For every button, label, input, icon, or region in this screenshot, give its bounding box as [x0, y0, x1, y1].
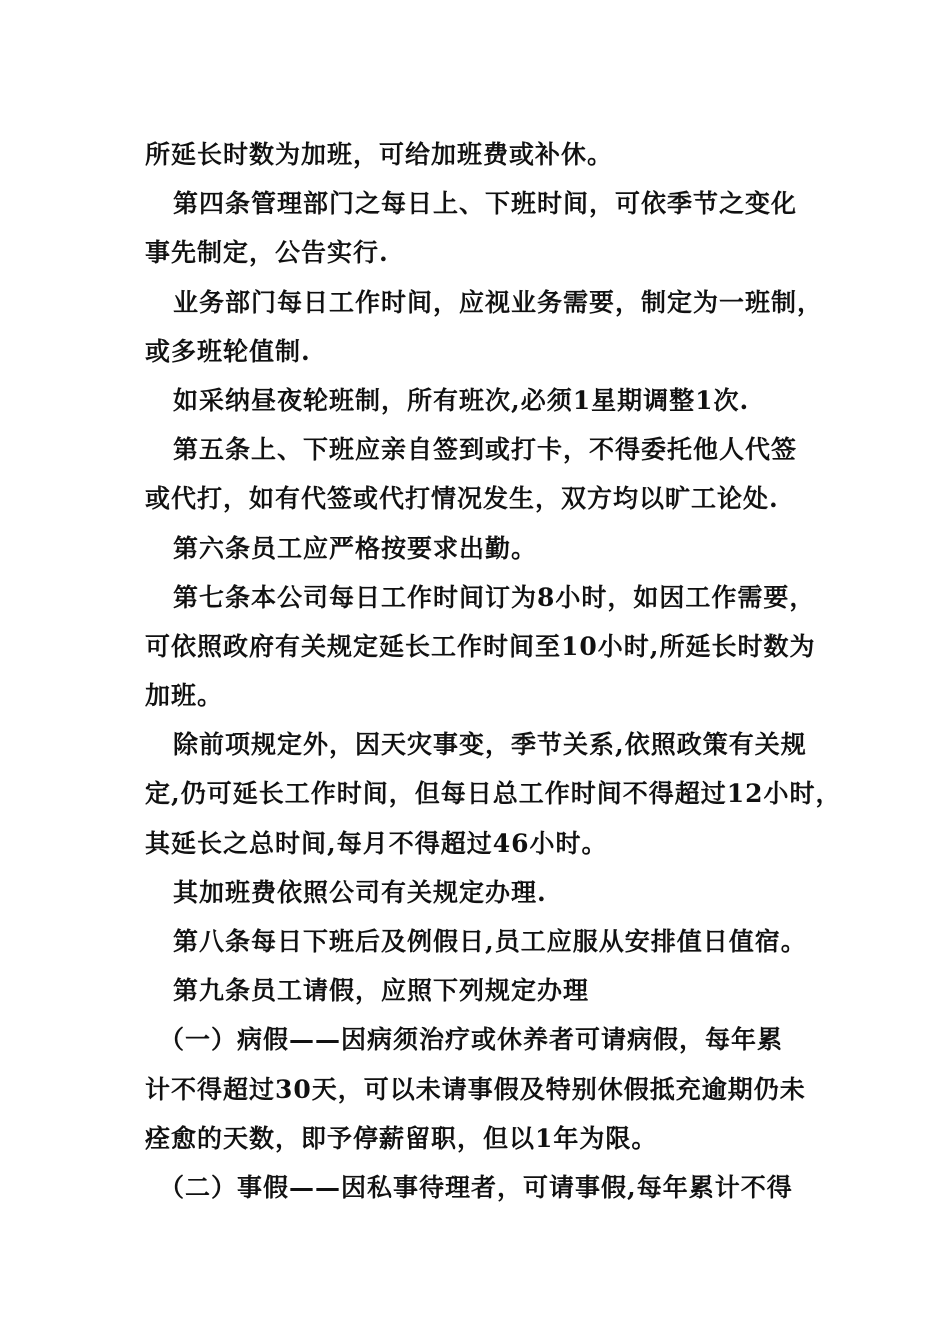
- text-line: 其延长之总时间,每月不得超过46小时。: [145, 828, 608, 858]
- text-line: 事先制定，公告实行.: [145, 238, 389, 268]
- text-line: 业务部门每日工作时间，应视业务需要，制定为一班制，: [173, 287, 824, 317]
- text-line: 第九条员工请假，应照下列规定办理: [173, 976, 590, 1006]
- text-line: （二）事假——因私事待理者，可请事假,每年累计不得: [159, 1172, 793, 1202]
- text-line: 痊愈的天数，即予停薪留职，但以1年为限。: [145, 1123, 658, 1153]
- document-body: [145, 130, 842, 1212]
- text-line: （一）病假——因病须治疗或休养者可请病假，每年累: [159, 1025, 784, 1055]
- text-line: 第六条员工应严格按要求出勤。: [173, 533, 538, 563]
- text-line: 或代打，如有代签或代打情况发生，双方均以旷工论处.: [145, 484, 779, 514]
- text-line: 其加班费依照公司有关规定办理.: [173, 877, 547, 907]
- text-line: 第七条本公司每日工作时间订为8小时，如因工作需要，: [173, 582, 816, 612]
- text-line: 所延长时数为加班，可给加班费或补休。: [145, 140, 614, 169]
- text-line: 计不得超过30天，可以未请事假及特别休假抵充逾期仍未: [145, 1074, 806, 1104]
- text-line: 如采纳昼夜轮班制，所有班次,必须1星期调整1次.: [173, 385, 750, 415]
- text-line: 第四条管理部门之每日上、下班时间，可依季节之变化: [173, 189, 798, 219]
- text-line: 第五条上、下班应亲自签到或打卡，不得委托他人代签: [173, 435, 798, 465]
- text-line: 除前项规定外，因天灾事变，季节关系,依照政策有关规: [173, 730, 807, 760]
- text-line: 第八条每日下班后及例假日,员工应服从安排值日值宿。: [173, 927, 807, 956]
- text-line: 可依照政府有关规定延长工作时间至10小时,所延长时数为: [145, 631, 816, 661]
- text-line: 定,仍可延长工作时间，但每日总工作时间不得超过12小时，: [145, 779, 842, 809]
- text-line: 或多班轮值制.: [145, 336, 311, 366]
- text-line: 加班。: [145, 681, 224, 711]
